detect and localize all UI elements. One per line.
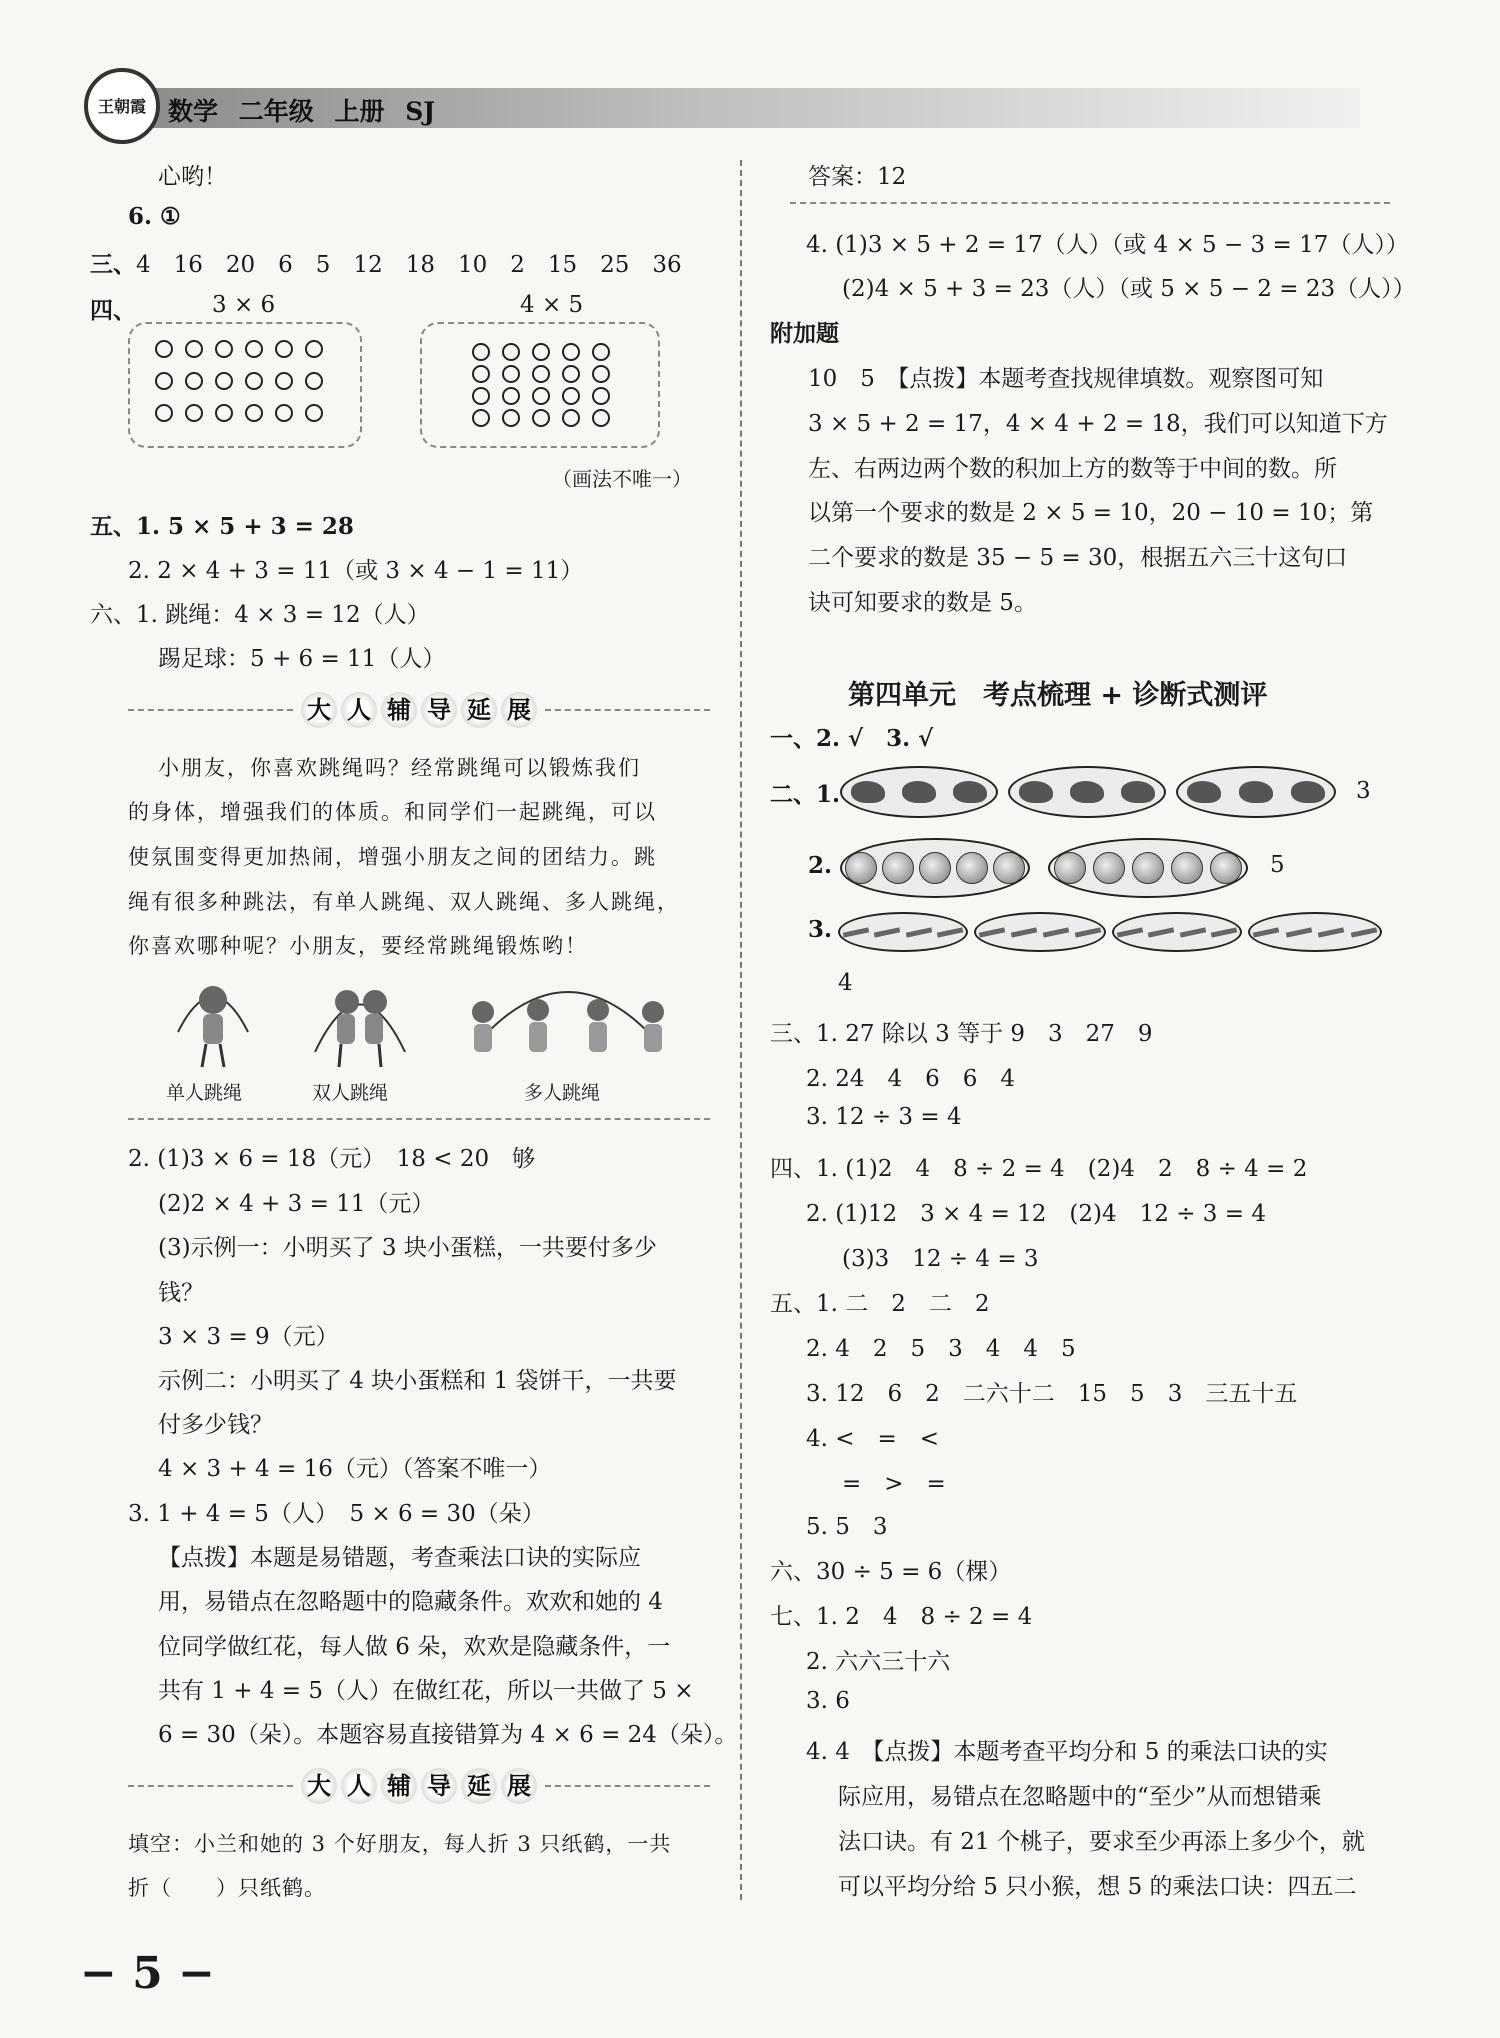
paragraph-line: 的身体，增强我们的体质。和同学们一起跳绳，可以 [128,800,657,824]
extension-banner [128,1766,710,1806]
text-line: 二个要求的数是 35 − 5 = 30，根据五六三十这句口 [808,545,1348,571]
section-four-label: 四、 [90,297,136,324]
q2-1-label: 二、1. [770,781,841,808]
pencil-group [838,912,968,952]
text-line: 七、1. 2 4 8 ÷ 2 = 4 [770,1604,1033,1630]
text-line: = > = [842,1471,946,1497]
text-line: 际应用，易错点在忽略题中的“至少”从而想错乘 [838,1784,1322,1810]
text-line: 六、30 ÷ 5 = 6（棵） [770,1559,1012,1585]
bird-group [840,766,998,818]
text-line: 3. 12 ÷ 3 = 4 [806,1104,962,1130]
text-line: 踢足球：5 + 6 = 11（人） [158,646,446,672]
text-line: 5. 5 3 [806,1514,888,1540]
text-line: 三、1. 27 除以 3 等于 9 3 27 9 [770,1021,1153,1047]
brand-logo: 王朝霞 [84,68,160,144]
divider [790,202,1390,204]
text-line: 五、1. 5 × 5 + 3 = 28 [90,513,354,540]
subject: 数学 [168,97,219,126]
text-line: 4. (1)3 × 5 + 2 = 17（人）（或 4 × 5 − 3 = 17（人）） [806,232,1409,258]
header-title [168,92,447,128]
q2-2-answer: 5 [1270,852,1285,878]
paragraph-line: 绳有很多种跳法，有单人跳绳、双人跳绳、多人跳绳， [128,890,680,914]
text-line: 3. 1 + 4 = 5（人） 5 × 6 = 30（朵） [128,1501,545,1527]
group-rope-illustration [458,972,678,1072]
pencil-group [1112,912,1242,952]
text-line: 六、1. 跳绳：4 × 3 = 12（人） [90,602,430,628]
paragraph-line: 你喜欢哪种呢？小朋友，要经常跳绳锻炼哟！ [128,934,588,958]
paragraph-line: 小朋友，你喜欢跳绳吗？经常跳绳可以锻炼我们 [158,756,641,780]
bird-group [1008,766,1166,818]
peach-group [840,838,1030,898]
text-line: (2)4 × 5 + 3 = 23（人）（或 5 × 5 − 2 = 23（人）） [842,276,1416,302]
text-line: 4. 4 【点拨】本题考查平均分和 5 的乘法口诀的实 [806,1739,1328,1765]
paragraph-line: 使氛围变得更加热闹，增强小朋友之间的团结力。跳 [128,845,657,869]
pencil-groups [838,912,1382,952]
text-line: 左、右两边两个数的积加上方的数等于中间的数。所 [808,456,1337,482]
grade: 二年级 [238,97,314,126]
text-line: 2. 2 × 4 + 3 = 11（或 3 × 4 − 1 = 11） [128,558,584,584]
q2-3-label: 3. [808,916,833,943]
text-line: 3. 6 [806,1688,850,1714]
text-line: 钱？ [158,1280,204,1306]
pencil-group [1248,912,1382,952]
peach-group [1048,838,1248,898]
text-line: 3 × 5 + 2 = 17，4 × 4 + 2 = 18，我们可以知道下方 [808,411,1388,437]
page-number: − 5 − [80,1948,215,1999]
text-line: 用，易错点在忽略题中的隐藏条件。欢欢和她的 4 [158,1589,663,1615]
text-line: 6. ① [128,203,181,230]
extension-banner-title: 大 人 辅 导 延 展 [301,1768,537,1804]
text-line: 可以平均分给 5 只小猴，想 5 的乘法口诀：四五二 [838,1874,1357,1900]
text-line: 【点拨】本题是易错题，考查乘法口诀的实际应 [158,1545,641,1571]
text-line: 10 5 【点拨】本题考查找规律填数。观察图可知 [808,366,1324,392]
text-line: 4 × 3 + 4 = 16（元）（答案不唯一） [158,1456,552,1482]
extra-title: 附加题 [770,321,839,347]
caption-single: 单人跳绳 [166,1082,243,1104]
text-line: 位同学做红花，每人做 6 朵，欢欢是隐藏条件，一 [158,1634,671,1660]
text-line: 法口诀。有 21 个桃子，要求至少再添上多少个，就 [838,1829,1365,1855]
fill-question-line: 折（ ）只纸鹤。 [128,1876,326,1900]
volume: 上册 [334,97,385,126]
extension-banner [128,690,710,730]
extension-banner-title: 大 人 辅 导 延 展 [301,692,537,728]
text-line: 3 × 3 = 9（元） [158,1324,339,1350]
edition: SJ [405,97,436,126]
text-line: 2. 六六三十六 [806,1649,951,1675]
column-divider [740,160,742,1900]
text-line: 付多少钱？ [158,1412,273,1438]
circle-grid-4x5 [472,343,610,427]
text-line: 2. (1)3 × 6 = 18（元） 18 < 20 够 [128,1146,536,1172]
text-line: (3)示例一：小明买了 3 块小蛋糕，一共要付多少 [158,1235,657,1261]
text-line: (2)2 × 4 + 3 = 11（元） [158,1191,435,1217]
peach-groups [840,838,1248,898]
caption-double: 双人跳绳 [312,1082,389,1104]
text-line: 3. 12 6 2 二六十二 15 5 3 三五十五 [806,1381,1298,1407]
q2-2-label: 2. [808,852,833,879]
unit-title: 第四单元 考点梳理 + 诊断式测评 [848,680,1268,711]
fill-question-line: 填空：小兰和她的 3 个好朋友，每人折 3 只纸鹤，一共 [128,1832,672,1856]
text-line: 2. (1)12 3 × 4 = 12 (2)4 12 ÷ 3 = 4 [806,1201,1266,1227]
divider [128,1118,710,1120]
text-line: 四、1. (1)2 4 8 ÷ 2 = 4 (2)4 2 8 ÷ 4 = 2 [770,1156,1308,1182]
q2-3-answer: 4 [838,970,853,996]
single-rope-illustration [168,972,258,1072]
text-line: 一、2. √ 3. √ [770,725,934,752]
text-line: 6 = 30（朵）。本题容易直接错算为 4 × 6 = 24（朵）。 [158,1722,738,1748]
bird-groups [840,766,1336,818]
double-rope-illustration [305,972,415,1072]
text-line: 共有 1 + 4 = 5（人）在做红花，所以一共做了 5 × [158,1678,694,1704]
text-line: 五、1. 二 2 二 2 [770,1291,990,1317]
section-three: 三、4 16 20 6 5 12 18 10 2 15 25 36 [90,251,682,278]
expr-3x6: 3 × 6 [212,292,276,318]
text-line: 答案：12 [808,164,907,190]
circle-grid-3x6 [155,340,323,422]
text-line: 心哟！ [158,164,227,190]
text-line: 2. 24 4 6 6 4 [806,1066,1016,1092]
text-line: (3)3 12 ÷ 4 = 3 [842,1246,1039,1272]
text-line: 以第一个要求的数是 2 × 5 = 10，20 − 10 = 10；第 [808,500,1374,526]
expr-4x5: 4 × 5 [520,292,584,318]
caption-group: 多人跳绳 [524,1082,601,1104]
text-line: 4. < = < [806,1426,940,1452]
drawing-note: （画法不唯一） [552,467,692,491]
text-line: 2. 4 2 5 3 4 4 5 [806,1336,1076,1362]
bird-group [1176,766,1336,818]
text-line: 诀可知要求的数是 5。 [808,590,1037,616]
pencil-group [974,912,1106,952]
q2-1-answer: 3 [1356,778,1371,804]
text-line: 示例二：小明买了 4 块小蛋糕和 1 袋饼干，一共要 [158,1368,677,1394]
